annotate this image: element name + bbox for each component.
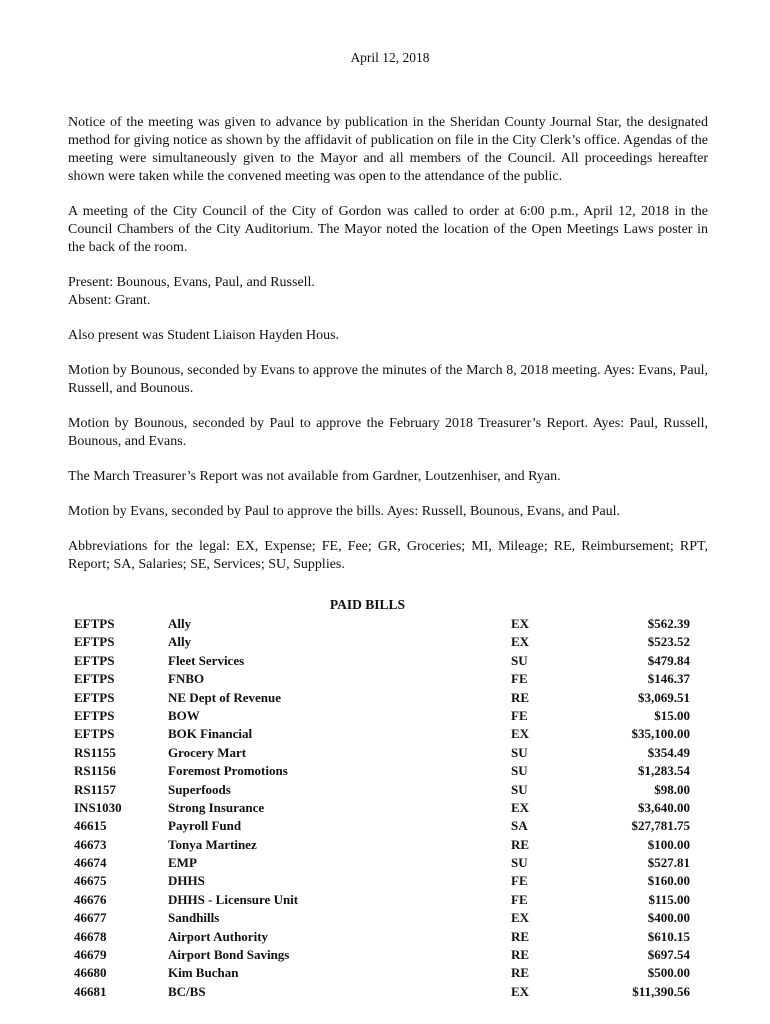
- bill-check-number: EFTPS: [74, 707, 115, 723]
- bill-code: EX: [511, 616, 530, 631]
- bill-amount: $3,069.51: [638, 689, 690, 705]
- bill-amount: $479.84: [647, 652, 690, 668]
- minutes-motion-paragraph: [68, 362, 708, 398]
- bill-row: [74, 817, 690, 835]
- bill-vendor: BOK Financial: [168, 726, 253, 742]
- bill-code: SU: [511, 763, 528, 779]
- bill-vendor: FNBO: [168, 671, 205, 687]
- bill-vendor: Airport Bond Savings: [168, 947, 290, 963]
- bill-amount: $35,100.00: [631, 726, 690, 742]
- bill-code: EX: [511, 799, 530, 815]
- bill-row: [74, 707, 690, 725]
- bill-code: RE: [511, 928, 530, 944]
- bill-vendor: Superfoods: [168, 781, 231, 797]
- bill-amount: $3,640.00: [638, 799, 690, 815]
- bill-code: SU: [511, 652, 528, 668]
- bill-amount: $115.00: [648, 891, 690, 907]
- bill-row: [74, 872, 690, 890]
- bill-check-number: EFTPS: [74, 689, 115, 705]
- bill-amount: $354.49: [647, 744, 690, 760]
- bill-row: [74, 670, 690, 688]
- bill-code: FE: [511, 671, 528, 687]
- bill-row: [74, 725, 690, 743]
- bill-code: FE: [511, 707, 528, 723]
- bill-amount: $11,390.56: [632, 983, 690, 999]
- bill-code: SU: [511, 781, 528, 797]
- bill-row: [74, 744, 690, 762]
- bill-code: FE: [511, 873, 528, 889]
- bill-amount: $100.00: [647, 836, 690, 852]
- paragraph-text: Notice of the meeting was given to advance by publication in the Sheridan County Journal Star, the designated method for giving notice as shown by the affidavit of publication on file in the City Clerk’s office. Agendas of the meeting were simultaneously given to the Mayor and all members of the Council. All proceedings hereafter shown were taken while the convened meeting was open to the attendance of the public.: [68, 115, 708, 184]
- attendance-paragraph: [68, 274, 708, 310]
- bill-check-number: RS1155: [74, 744, 116, 760]
- treasurer-report-paragraph: [68, 468, 708, 486]
- bill-row: [74, 964, 690, 982]
- bill-code: EX: [511, 983, 530, 999]
- bill-vendor: Payroll Fund: [168, 818, 242, 834]
- notice-paragraph: [68, 114, 708, 186]
- bill-vendor: Foremost Promotions: [168, 763, 288, 779]
- present-line: Present: Bounous, Evans, Paul, and Russell.: [68, 275, 315, 290]
- paragraph-text: Also present was Student Liaison Hayden Hous.: [68, 328, 340, 343]
- bill-row: [74, 781, 690, 799]
- bill-check-number: 46615: [74, 818, 107, 834]
- bill-code: RE: [511, 689, 530, 705]
- bill-check-number: 46676: [74, 891, 107, 907]
- bill-row: [74, 762, 690, 780]
- absent-line: Absent: Grant.: [68, 293, 151, 308]
- bill-code: EX: [511, 910, 530, 926]
- bill-vendor: Ally: [168, 616, 192, 631]
- bill-vendor: DHHS - Licensure Unit: [168, 891, 299, 907]
- paid-bills-heading: PAID BILLS: [329, 597, 406, 612]
- bill-code: EX: [511, 634, 530, 650]
- document-date: April 12, 2018: [350, 50, 430, 65]
- minutes-body: [68, 114, 708, 574]
- bill-check-number: EFTPS: [74, 652, 115, 668]
- bill-amount: $610.15: [647, 928, 690, 944]
- bill-vendor: DHHS: [168, 873, 205, 889]
- bill-vendor: BC/BS: [168, 983, 206, 999]
- bill-row: [74, 909, 690, 927]
- bill-row: [74, 891, 690, 909]
- bill-check-number: 46674: [74, 855, 107, 871]
- bill-vendor: Airport Authority: [168, 928, 269, 944]
- bill-code: SU: [511, 855, 528, 871]
- bill-row: [74, 983, 690, 1001]
- bill-row: [74, 633, 690, 651]
- bill-row: [74, 615, 690, 633]
- bill-amount: $400.00: [647, 910, 690, 926]
- abbreviations-paragraph: [68, 538, 708, 574]
- bill-check-number: 46680: [74, 965, 107, 981]
- bill-row: [74, 652, 690, 670]
- bill-row: [74, 854, 690, 872]
- bill-vendor: Sandhills: [168, 910, 220, 926]
- bill-check-number: INS1030: [74, 799, 122, 815]
- bill-row: [74, 928, 690, 946]
- bill-amount: $27,781.75: [631, 818, 690, 834]
- paragraph-text: The March Treasurer’s Report was not available from Gardner, Loutzenhiser, and Ryan.: [68, 469, 561, 484]
- bill-code: FE: [511, 891, 528, 907]
- bill-vendor: Kim Buchan: [168, 965, 239, 981]
- bill-check-number: 46679: [74, 947, 107, 963]
- bill-amount: $697.54: [647, 947, 690, 963]
- bill-vendor: Ally: [168, 634, 192, 650]
- bill-vendor: EMP: [168, 855, 197, 871]
- bill-vendor: Grocery Mart: [168, 744, 247, 760]
- paragraph-text: A meeting of the City Council of the City of Gordon was called to order at 6:00 p.m., April 12, 2018 in the Council Chambers of the City Auditorium. The Mayor noted the location of the Open Meetings Laws poster in the back of the room.: [68, 204, 708, 255]
- bill-check-number: RS1157: [74, 781, 116, 797]
- bill-amount: $15.00: [654, 707, 690, 723]
- bill-check-number: EFTPS: [74, 616, 115, 631]
- bill-row: [74, 836, 690, 854]
- paragraph-text: Motion by Bounous, seconded by Evans to approve the minutes of the March 8, 2018 meeting. Ayes: Evans, Paul, Russell, and Bounous.: [68, 363, 708, 396]
- bill-check-number: 46675: [74, 873, 107, 889]
- bill-vendor: NE Dept of Revenue: [168, 689, 282, 705]
- bill-code: RE: [511, 947, 530, 963]
- bill-check-number: EFTPS: [74, 726, 115, 742]
- bill-check-number: 46677: [74, 910, 107, 926]
- paragraph-text: Abbreviations for the legal: EX, Expense; FE, Fee; GR, Groceries; MI, Mileage; RE, Reimbursement; RPT, Report; SA, Salaries; SE, Services; SU, Supplies.: [68, 539, 708, 572]
- bill-amount: $160.00: [647, 873, 690, 889]
- bill-check-number: 46673: [74, 836, 107, 852]
- bills-motion-paragraph: [68, 503, 708, 521]
- bill-amount: $527.81: [647, 855, 690, 871]
- bill-check-number: EFTPS: [74, 634, 115, 650]
- bill-check-number: EFTPS: [74, 671, 115, 687]
- bill-amount: $1,283.54: [638, 763, 690, 779]
- bill-amount: $500.00: [647, 965, 690, 981]
- bill-vendor: BOW: [168, 707, 200, 723]
- bill-code: SA: [511, 818, 528, 834]
- bill-row: [74, 689, 690, 707]
- bill-code: RE: [511, 965, 530, 981]
- call-to-order-paragraph: [68, 203, 708, 257]
- paragraph-text: Motion by Bounous, seconded by Paul to approve the February 2018 Treasurer’s Report. Ayes: Paul, Russell, Bounous, and Evans.: [68, 416, 708, 449]
- bill-amount: $562.39: [647, 616, 690, 631]
- bill-vendor: Tonya Martinez: [168, 836, 257, 852]
- paragraph-text: Motion by Evans, seconded by Paul to approve the bills. Ayes: Russell, Bounous, Evans, and Paul.: [68, 504, 621, 519]
- bill-vendor: Fleet Services: [168, 652, 245, 668]
- liaison-paragraph: [68, 327, 708, 345]
- bill-amount: $98.00: [654, 781, 690, 797]
- bill-row: [74, 799, 690, 817]
- bill-code: SU: [511, 744, 528, 760]
- paid-bills-table: [74, 615, 690, 1001]
- bill-code: EX: [511, 726, 530, 742]
- bill-check-number: 46681: [74, 983, 107, 999]
- treasurer-motion-paragraph: [68, 415, 708, 451]
- bill-row: [74, 946, 690, 964]
- bill-amount: $523.52: [647, 634, 690, 650]
- bill-amount: $146.37: [647, 671, 690, 687]
- bill-check-number: 46678: [74, 928, 107, 944]
- bill-vendor: Strong Insurance: [168, 799, 265, 815]
- bill-check-number: RS1156: [74, 763, 116, 779]
- bill-code: RE: [511, 836, 530, 852]
